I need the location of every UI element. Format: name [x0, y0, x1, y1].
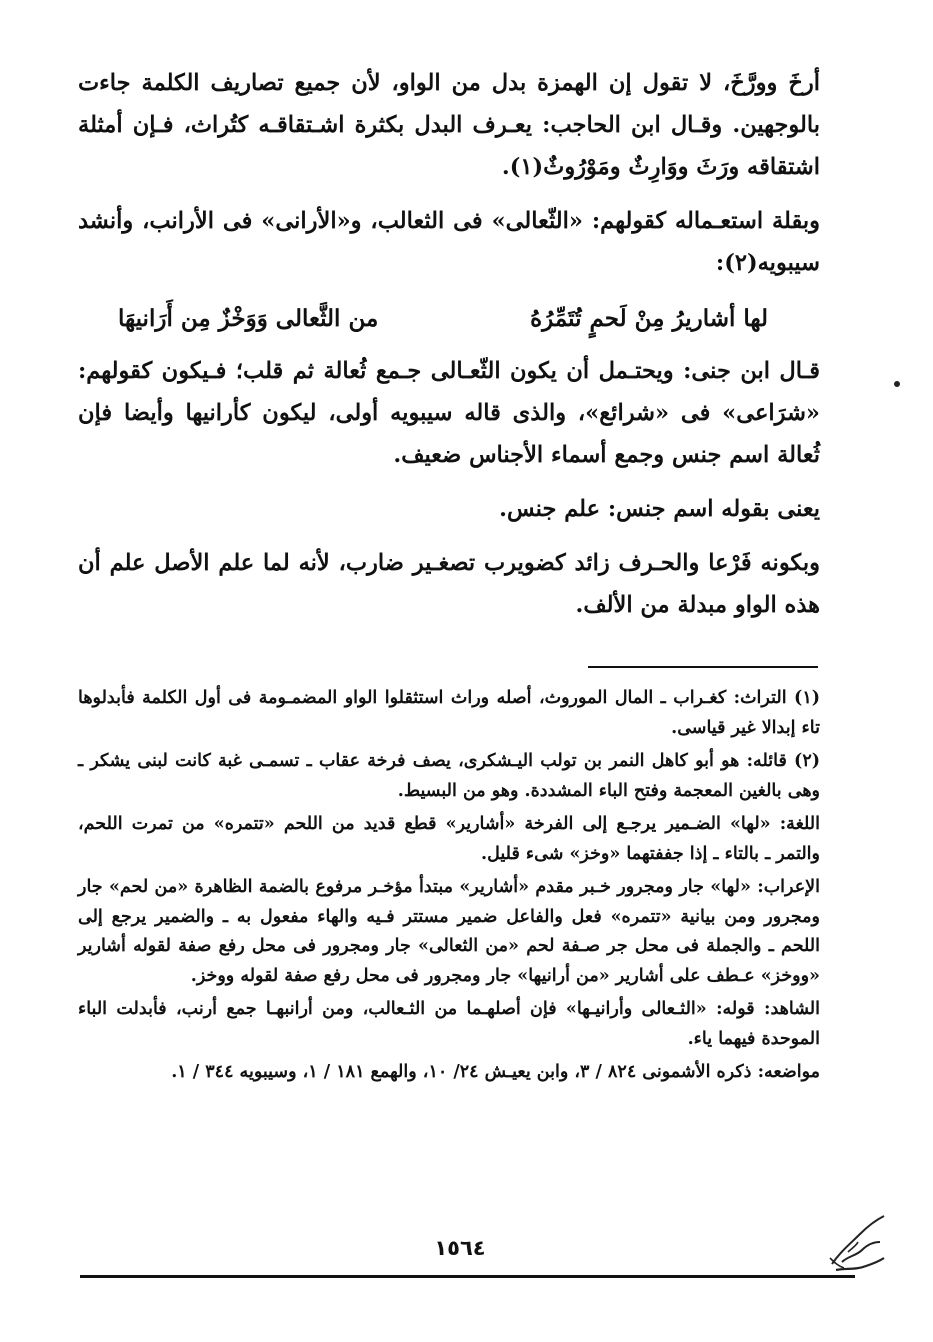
- main-text: [78, 62, 820, 638]
- poetry-verse: [78, 296, 820, 342]
- footnote-lugha: اللغة: «لها» الضـمير يرجـع إلى الفرخة «أشارير» قطع قديد من اللحم «تتمره» من تمرت اللحم، والتمر ـ بالتاء ـ إذا جففتهما «وخز» شىء قليل.: [78, 814, 820, 864]
- verse-first-hemistich: لها أشاريرُ مِنْ لَحمٍ تُتَمِّرُهُ: [530, 305, 768, 332]
- footnote-separator: [588, 666, 818, 668]
- paragraph-1: أرخَ وورَّخَ، لا تقول إن الهمزة بدل من الواو، لأن جميع تصاريف الكلمة جاءت بالوجهين. وقـال ابن الحاجب: يعـرف البدل بكثرة اشـتقاقـه كتُراث، فـإن أمثلة اشتقاقه ورَثَ ووَارِثٌ ومَوْرُوثٌ(١).: [78, 70, 820, 180]
- footnote-shahid: الشاهد: قوله: «الثـعالى وأرانيـها» فإن أصلهـما من الثـعالب، ومن أرانبهـا جمع أرنب، فأبدلت الباء الموحدة فيهما ياء.: [78, 999, 820, 1049]
- handwritten-mark-icon: [826, 1212, 888, 1276]
- footnote-2: (٢) قائله: هو أبو كاهل النمر بن تولب اليـشكرى، يصف فرخة عقاب ـ تسمـى غبة كانت لبنى يشكر ـ وهى بالغين المعجمة وفتح الباء المشددة. وهو من البسيط.: [78, 751, 820, 801]
- paragraph-2: وبقلة استعـماله كقولهم: «الثّعالى» فى الثعالب، و«الأرانى» فى الأرانب، وأنشد سيبويه(٢):: [78, 208, 820, 276]
- paragraph-5: وبكونه فَرْعا والحـرف زائد كضويرب تصغـير ضارب، لأنه لما علم الأصل علم أن هذه الواو مبدلة من الألف.: [78, 550, 820, 618]
- margin-dot-mark: [894, 381, 900, 387]
- paragraph-3: قـال ابن جنى: ويحتـمل أن يكون الثّعـالى جـمع ثُعالة ثم قلب؛ فـيكون كقولهم: «شرَاعى» فى «شرائع»، والذى قاله سيبويه أولى، ليكون كأرانيها وأيضا فإن ثُعالة اسم جنس وجمع أسماء الأجناس ضعيف.: [78, 358, 820, 468]
- footnotes: [78, 684, 820, 1092]
- verse-second-hemistich: من الثَّعالى وَوَخْزٌ مِن أَرَانيهَا: [118, 305, 379, 332]
- footnote-mawadi: مواضعه: ذكره الأشمونى ٨٢٤ / ٣، وابن يعيـش ٢٤/ ١٠، والهمع ١٨١ / ١، وسيبويه ٣٤٤ / ١.: [171, 1062, 820, 1082]
- page-bottom-rule: [80, 1275, 855, 1278]
- footnote-1: (١) التراث: كغـراب ـ المال الموروث، أصله وراث استثقلوا الواو المضمـومة فى أول الكلمة فأبدلوها تاء إبدالا غير قياسى.: [78, 688, 820, 738]
- paragraph-4: يعنى بقوله اسم جنس: علم جنس.: [499, 496, 820, 522]
- footnote-irab: الإعراب: «لها» جار ومجرور خـبر مقدم «أشارير» مبتدأ مؤخـر مرفوع بالضمة الظاهرة «من لحم» جار ومجرور ومن بيانية «تتمره» فعل والفاعل ضمير مستتر فـيه والهاء مفعول به ـ والضمير يرجع إلى اللحم ـ والجملة فى محل جر صـفة لحم «من الثعالى» جار ومجرور فى محل رفع صفة لقوله أشارير «ووخز» عـطف على أشارير «من أرانيها» جار ومجرور فى محل رفع صفة لقوله ووخز.: [78, 877, 820, 986]
- page-number: ١٥٦٤: [434, 1236, 486, 1260]
